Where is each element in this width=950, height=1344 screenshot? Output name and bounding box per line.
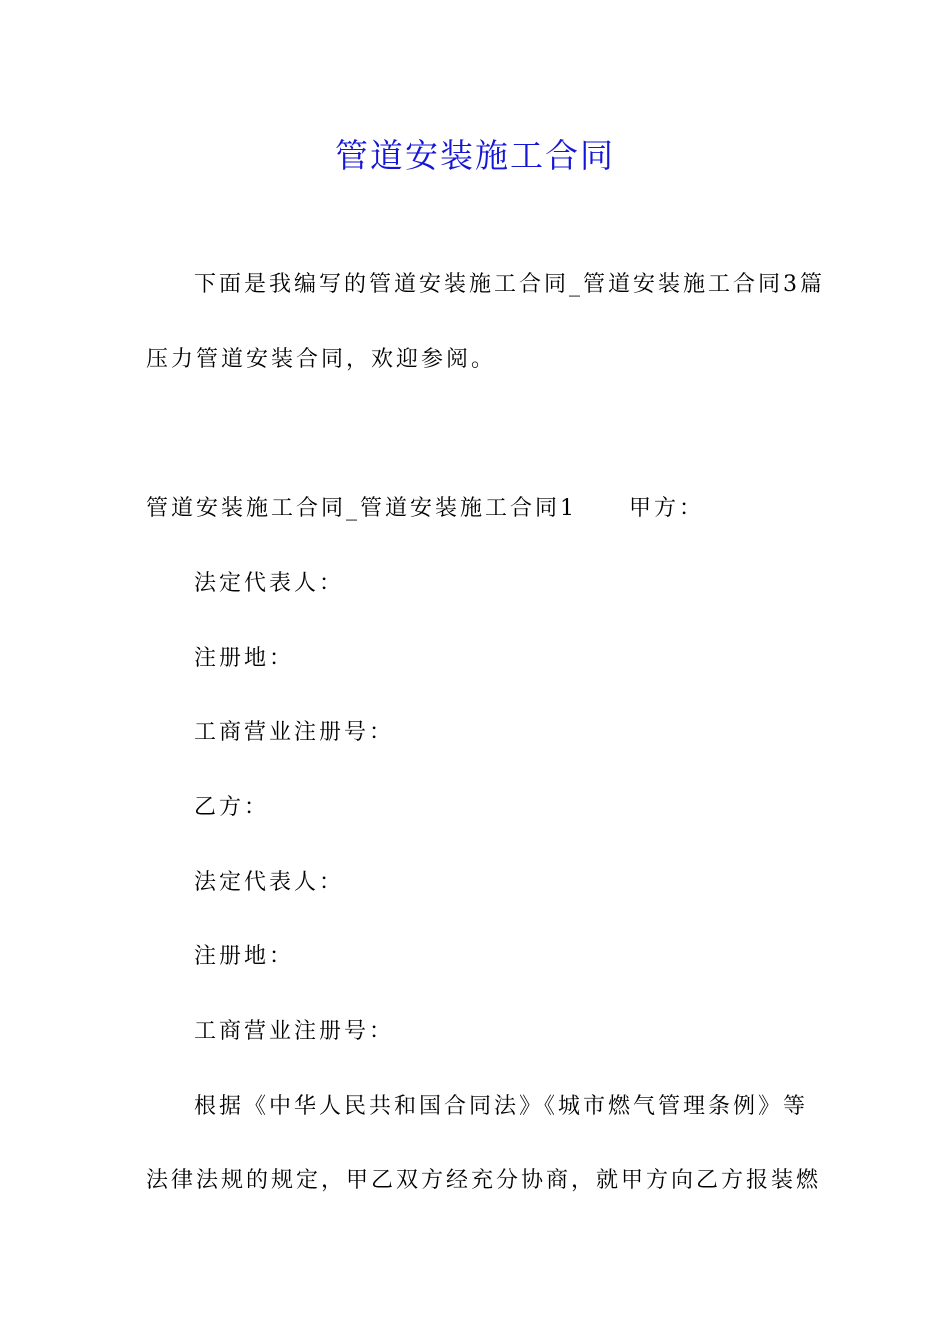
intro-line-1: 下面是我编写的管道安装施工合同_管道安装施工合同3篇	[194, 272, 825, 297]
field-reg-address-b: 注册地：	[194, 944, 295, 969]
party-a-label: 甲方：	[629, 496, 705, 521]
field-business-reg-no-a: 工商营业注册号：	[194, 720, 395, 745]
body-line-1: 根据《中华人民共和国合同法》《城市燃气管理条例》等	[194, 1094, 809, 1119]
field-reg-address-a: 注册地：	[194, 646, 295, 671]
document-title: 管道安装施工合同	[335, 136, 615, 175]
field-legal-rep-b: 法定代表人：	[194, 870, 345, 895]
field-legal-rep-a: 法定代表人：	[194, 571, 345, 596]
party-b-label: 乙方：	[194, 795, 270, 820]
intro-line-2: 压力管道安装合同，欢迎参阅。	[146, 347, 497, 372]
field-business-reg-no-b: 工商营业注册号：	[194, 1019, 395, 1044]
section-heading-line	[146, 494, 704, 524]
body-line-2: 法律法规的规定，甲乙双方经充分协商，就甲方向乙方报装燃	[146, 1168, 822, 1193]
section-heading: 管道安装施工合同_管道安装施工合同1	[146, 496, 577, 521]
